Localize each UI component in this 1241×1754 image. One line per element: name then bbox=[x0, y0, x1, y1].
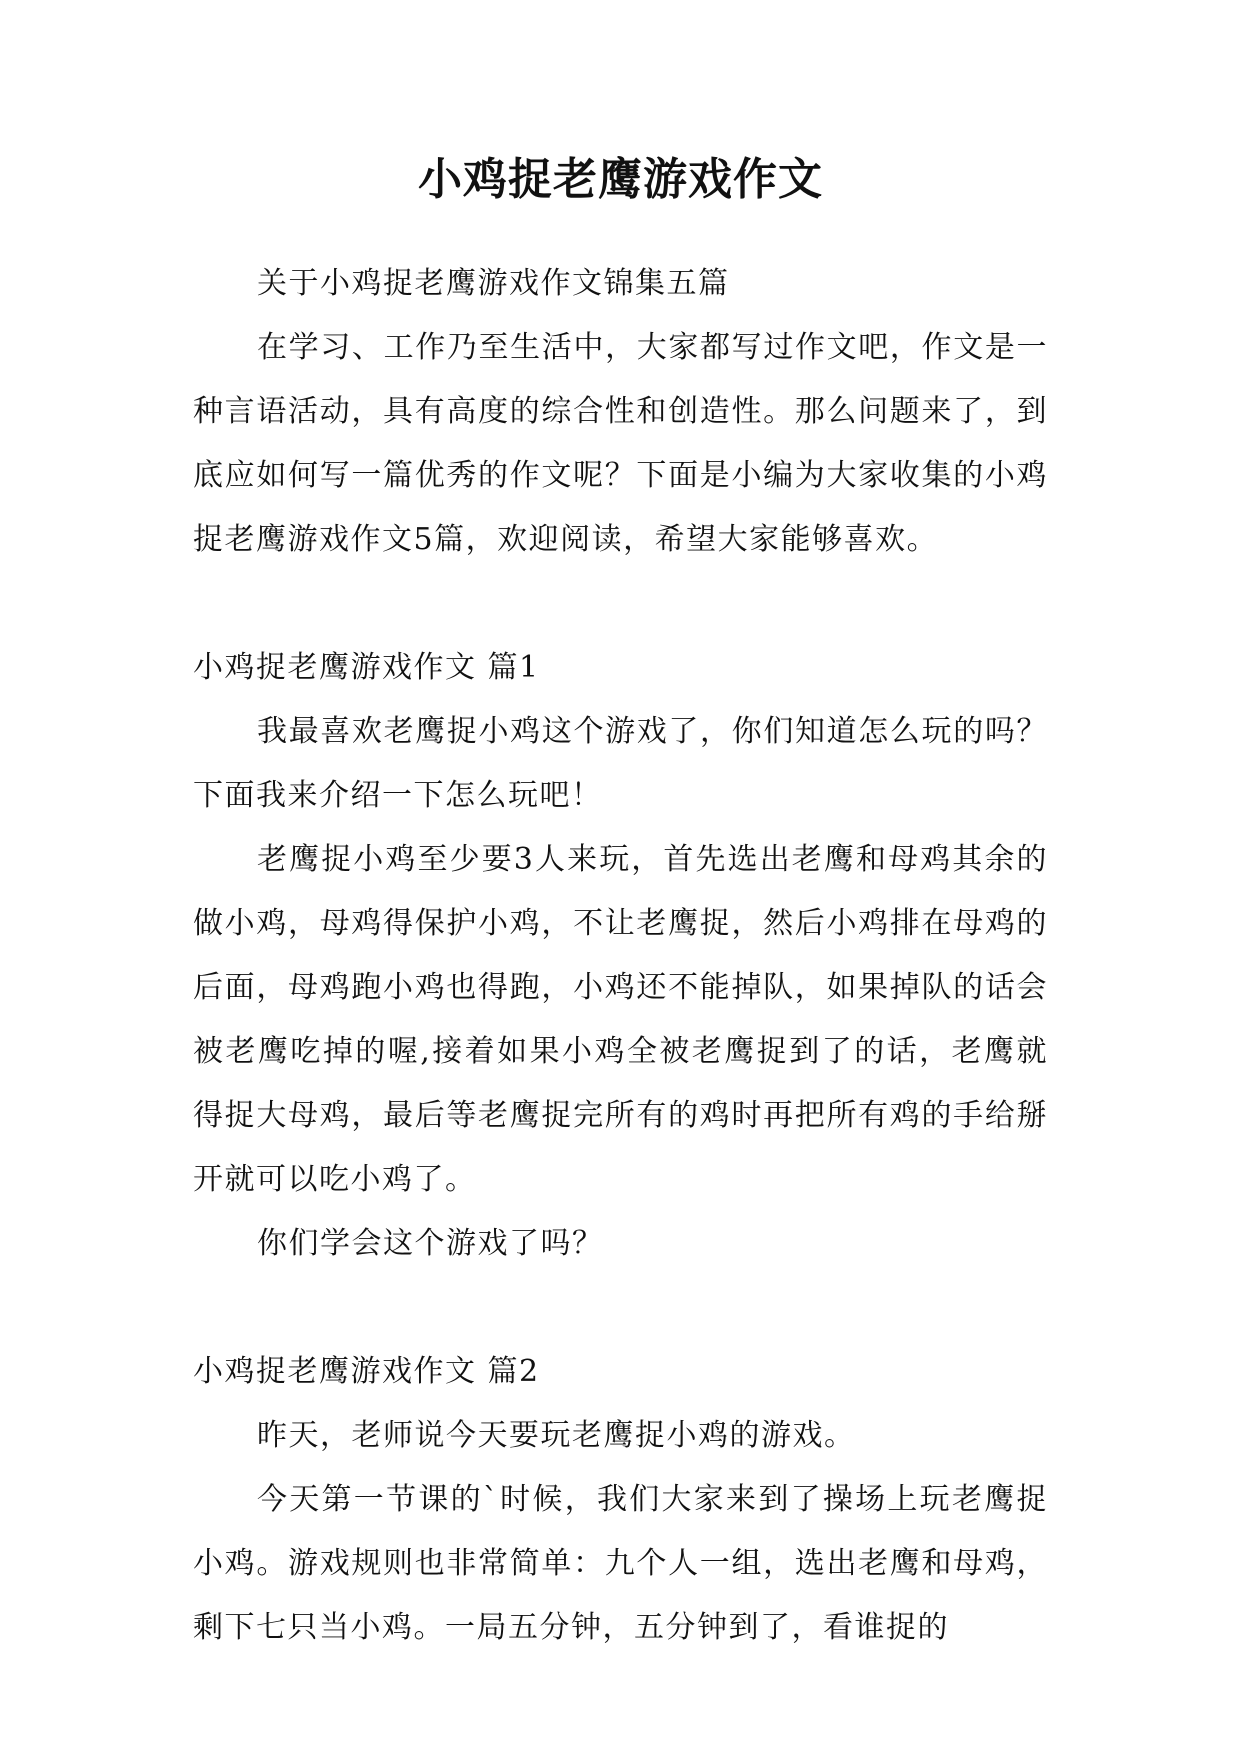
document-title: 小鸡捉老鹰游戏作文 bbox=[418, 154, 823, 205]
section-2-heading: 小鸡捉老鹰游戏作文 篇2 bbox=[193, 1354, 540, 1389]
section-spacer bbox=[193, 1276, 1048, 1340]
section-1-heading: 小鸡捉老鹰游戏作文 篇1 bbox=[193, 650, 540, 685]
section-2-paragraph-1: 昨天，老师说今天要玩老鹰捉小鸡的游戏。 bbox=[257, 1418, 856, 1453]
intro-heading: 关于小鸡捉老鹰游戏作文锦集五篇 bbox=[257, 266, 730, 301]
section-1-paragraph-3: 你们学会这个游戏了吗？ bbox=[257, 1226, 604, 1261]
section-1-paragraph-1: 我最喜欢老鹰捉小鸡这个游戏了，你们知道怎么玩的吗？下面我来介绍一下怎么玩吧！ bbox=[193, 714, 1048, 813]
section-spacer bbox=[193, 572, 1048, 636]
intro-paragraph: 在学习、工作乃至生活中，大家都写过作文吧，作文是一种言语活动，具有高度的综合性和创造性。那么问题来了，到底应如何写一篇优秀的作文呢？下面是小编为大家收集的小鸡捉老鹰游戏作文5篇，欢迎阅读，希望大家能够喜欢。 bbox=[193, 330, 1048, 557]
document-body bbox=[193, 252, 1048, 1660]
section-2-paragraph-2: 今天第一节课的`时候，我们大家来到了操场上玩老鹰捉小鸡。游戏规则也非常简单：九个人一组，选出老鹰和母鸡，剩下七只当小鸡。一局五分钟，五分钟到了，看谁捉的 bbox=[193, 1482, 1048, 1645]
section-1-paragraph-2: 老鹰捉小鸡至少要3人来玩，首先选出老鹰和母鸡其余的做小鸡，母鸡得保护小鸡，不让老鹰捉，然后小鸡排在母鸡的后面，母鸡跑小鸡也得跑，小鸡还不能掉队，如果掉队的话会被老鹰吃掉的喔,接着如果小鸡全被老鹰捉到了的话，老鹰就得捉大母鸡，最后等老鹰捉完所有的鸡时再把所有鸡的手给掰开就可以吃小鸡了。 bbox=[193, 842, 1048, 1197]
